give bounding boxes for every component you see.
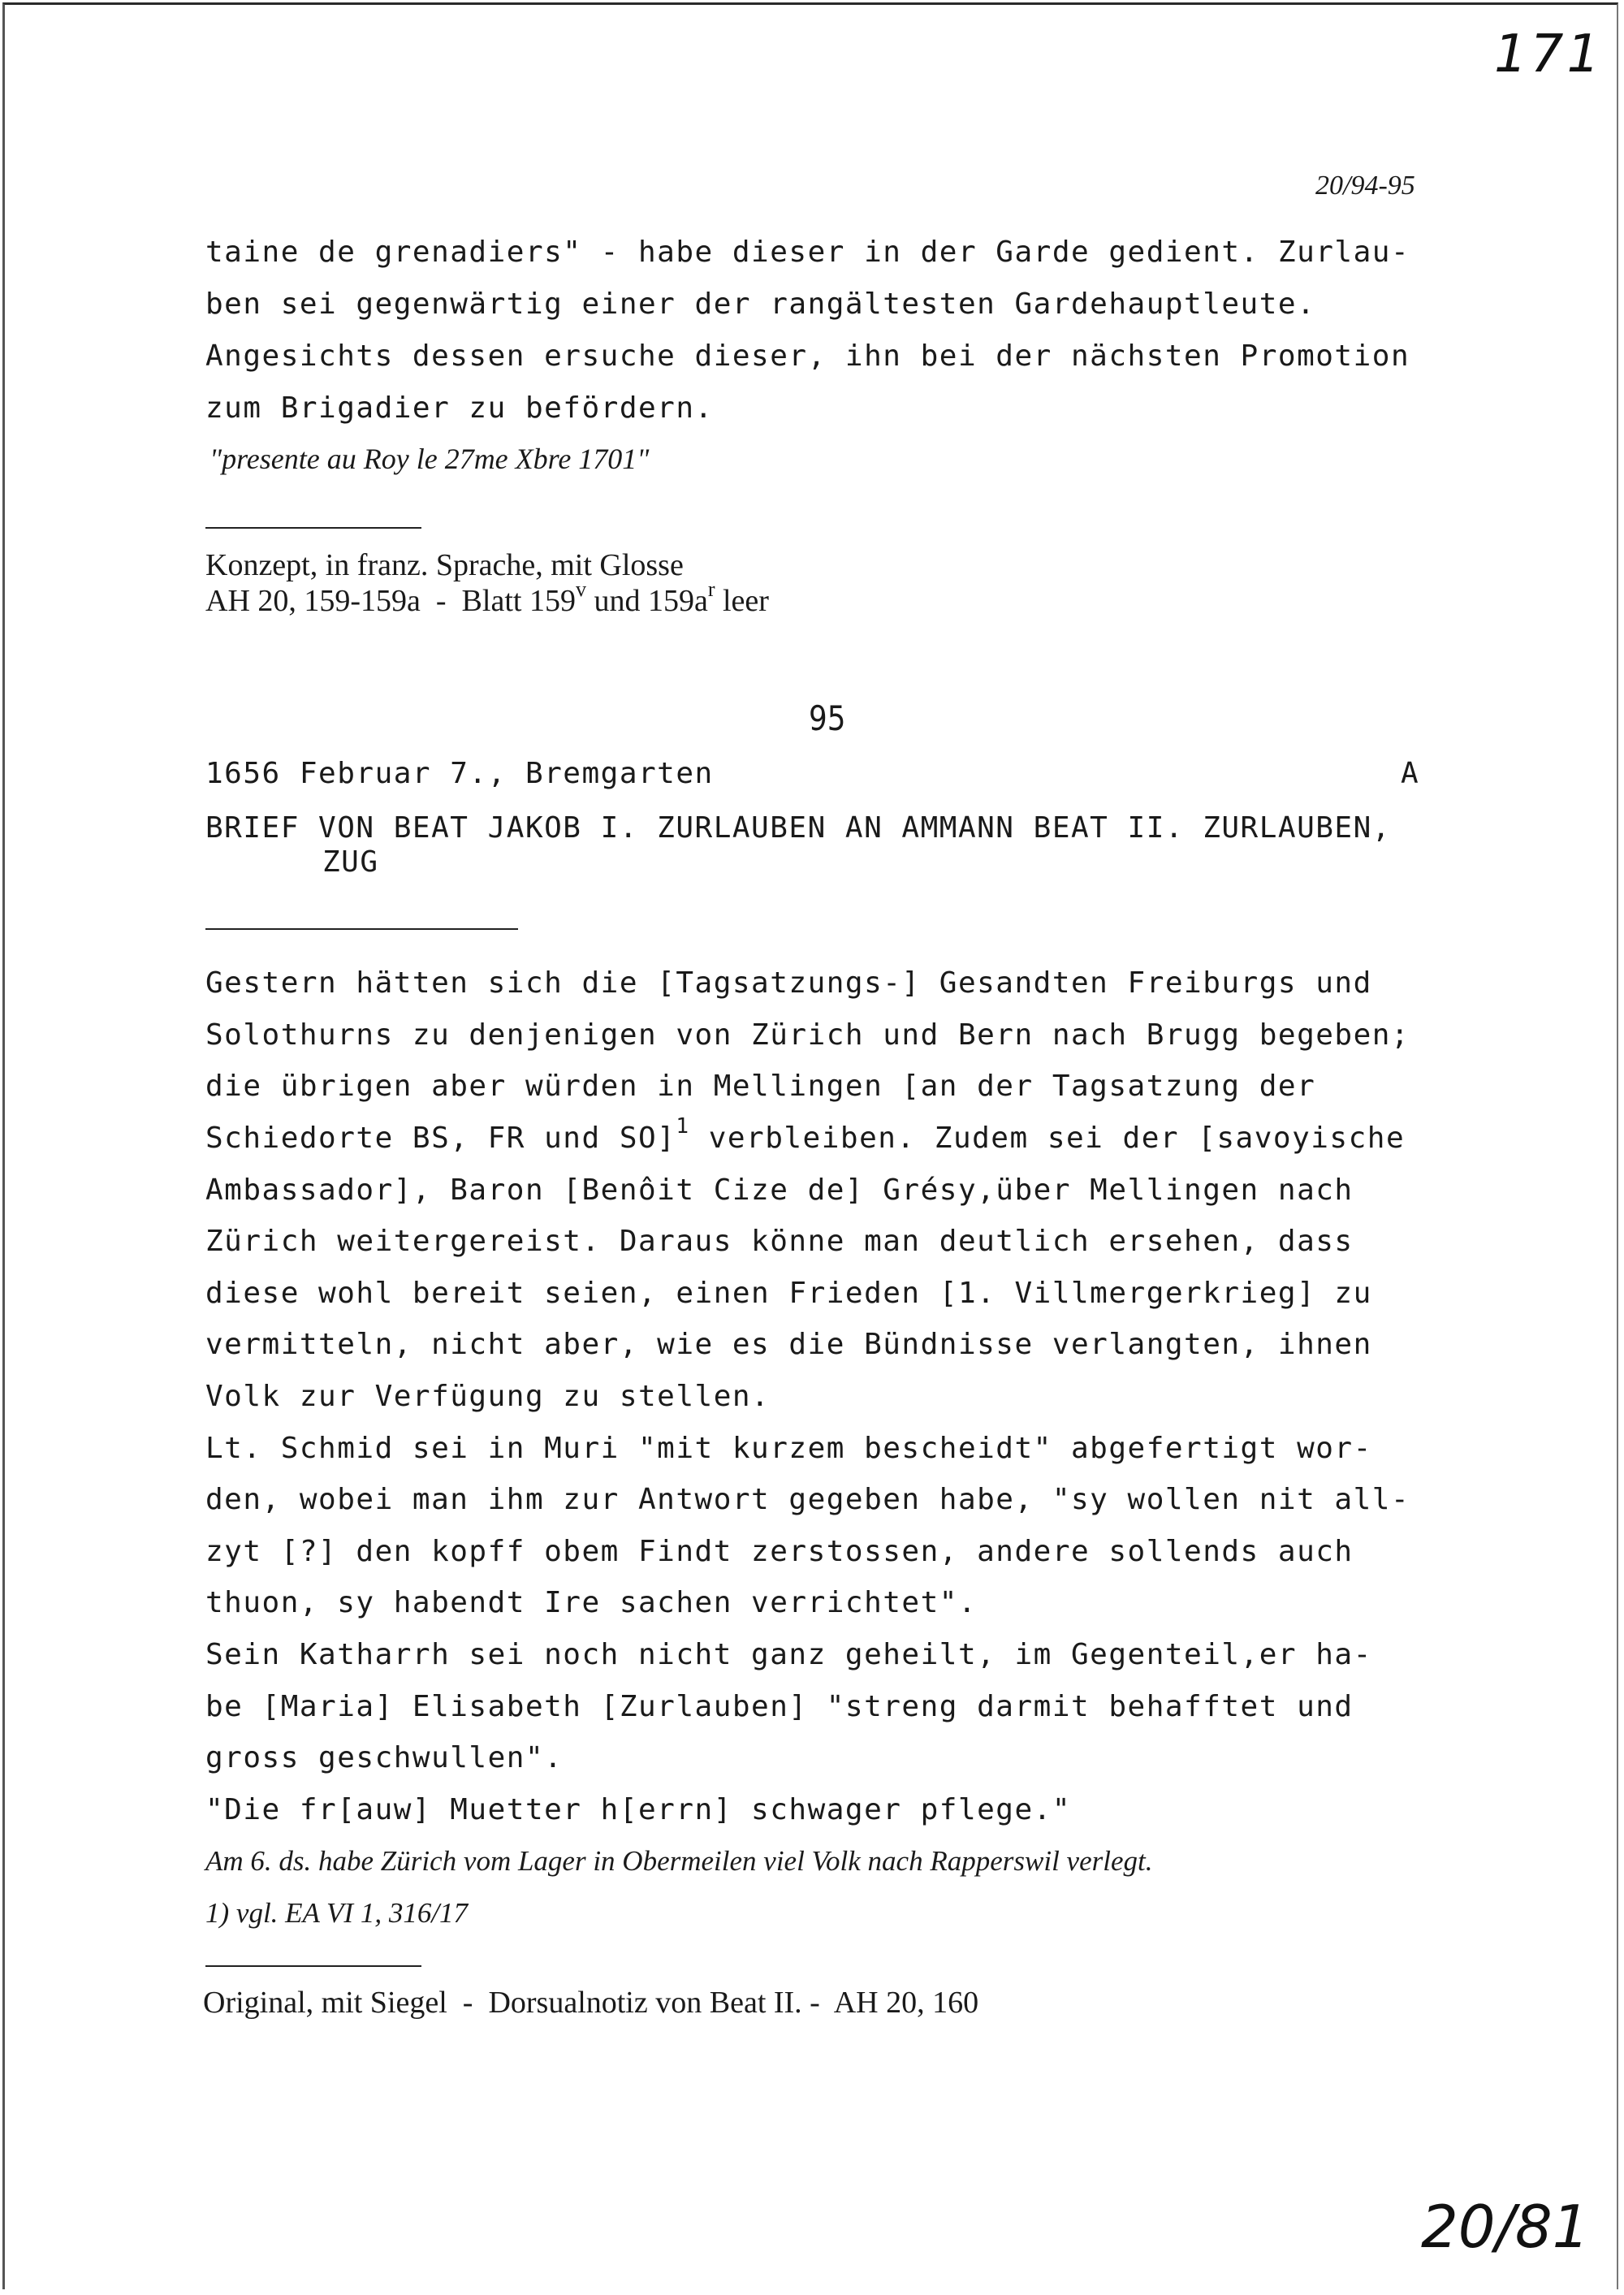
doc95-line: Lt. Schmid sei in Muri "mit kurzem bescheidt" abgefertigt wor- bbox=[205, 1432, 1372, 1465]
page-reference: 20/94-95 bbox=[1315, 171, 1415, 201]
doc95-letter-code: A bbox=[1401, 757, 1420, 790]
doc94-line: zum Brigadier zu befördern. bbox=[205, 391, 714, 425]
divider-doc95-header bbox=[205, 928, 518, 930]
handwritten-archive-number: 20/81 bbox=[1421, 2193, 1590, 2261]
doc95-line: vermitteln, nicht aber, wie es die Bündnisse verlangten, ihnen bbox=[205, 1328, 1372, 1361]
doc95-line: Schiedorte BS, FR und SO]$^1$ verbleiben. Zudem sei der [savoyische bbox=[205, 1114, 1406, 1155]
doc95-italic-note: Am 6. ds. habe Zürich vom Lager in Obermeilen viel Volk nach Rapperswil verlegt. bbox=[205, 1845, 1153, 1877]
doc95-line: Ambassador], Baron [Benôit Cize de] Grésy,über Mellingen nach bbox=[205, 1173, 1354, 1207]
doc94-source-line2: AH 20, 159-159a - Blatt 159$^v$ und $159a^r$ leer bbox=[205, 577, 769, 618]
doc95-date-place: 1656 Februar 7., Bremgarten bbox=[205, 757, 714, 790]
doc94-line: taine de grenadiers" - habe dieser in der Garde gedient. Zurlau- bbox=[205, 236, 1410, 269]
doc94-note: "presente au Roy le 27me Xbre 1701" bbox=[209, 443, 650, 475]
doc94-line: ben sei gegenwärtig einer der rangältesten Gardehauptleute. bbox=[205, 287, 1316, 321]
handwritten-page-number: 171 bbox=[1494, 24, 1604, 84]
doc95-line: Solothurns zu denjenigen von Zürich und Bern nach Brugg begeben; bbox=[205, 1018, 1410, 1052]
doc95-line: Zürich weitergereist. Daraus könne man deutlich ersehen, dass bbox=[205, 1225, 1354, 1258]
doc95-line: gross geschwullen". bbox=[205, 1741, 564, 1774]
doc95-line: be [Maria] Elisabeth [Zurlauben] "streng darmit behafftet und bbox=[205, 1690, 1354, 1723]
doc95-line: Sein Katharrh sei noch nicht ganz geheilt, im Gegenteil,er ha- bbox=[205, 1638, 1372, 1671]
doc95-source: Original, mit Siegel - Dorsualnotiz von Beat II. - AH 20, 160 bbox=[203, 1986, 979, 2020]
doc95-number: 95 bbox=[809, 698, 846, 738]
doc95-title-line2: ZUG bbox=[322, 845, 379, 879]
doc95-line: die übrigen aber würden in Mellingen [an der Tagsatzung der bbox=[205, 1070, 1316, 1103]
doc95-line: Volk zur Verfügung zu stellen. bbox=[205, 1380, 771, 1413]
doc95-line: zyt [?] den kopff obem Findt zerstossen, andere sollends auch bbox=[205, 1535, 1354, 1568]
doc95-line: Gestern hätten sich die [Tagsatzungs-] Gesandten Freiburgs und bbox=[205, 966, 1372, 1000]
doc95-line: thuon, sy habendt Ire sachen verrichtet". bbox=[205, 1586, 978, 1619]
doc95-line: "Die fr[auw] Muetter h[errn] schwager pflege." bbox=[205, 1793, 1071, 1826]
doc95-line: diese wohl bereit seien, einen Frieden [1. Villmergerkrieg] zu bbox=[205, 1277, 1372, 1310]
doc95-title-line1: BRIEF VON BEAT JAKOB I. ZURLAUBEN AN AMMANN BEAT II. ZURLAUBEN, bbox=[205, 811, 1391, 845]
doc95-footnote: 1) vgl. EA VI 1, 316/17 bbox=[205, 1897, 469, 1929]
divider-doc95-source bbox=[205, 1965, 421, 1967]
doc94-line: Angesichts dessen ersuche dieser, ihn bei der nächsten Promotion bbox=[205, 339, 1410, 373]
divider-doc94-source bbox=[205, 527, 421, 529]
doc94-source-line1: Konzept, in franz. Sprache, mit Glosse bbox=[205, 548, 684, 582]
doc95-line: den, wobei man ihm zur Antwort gegeben habe, "sy wollen nit all- bbox=[205, 1483, 1410, 1516]
